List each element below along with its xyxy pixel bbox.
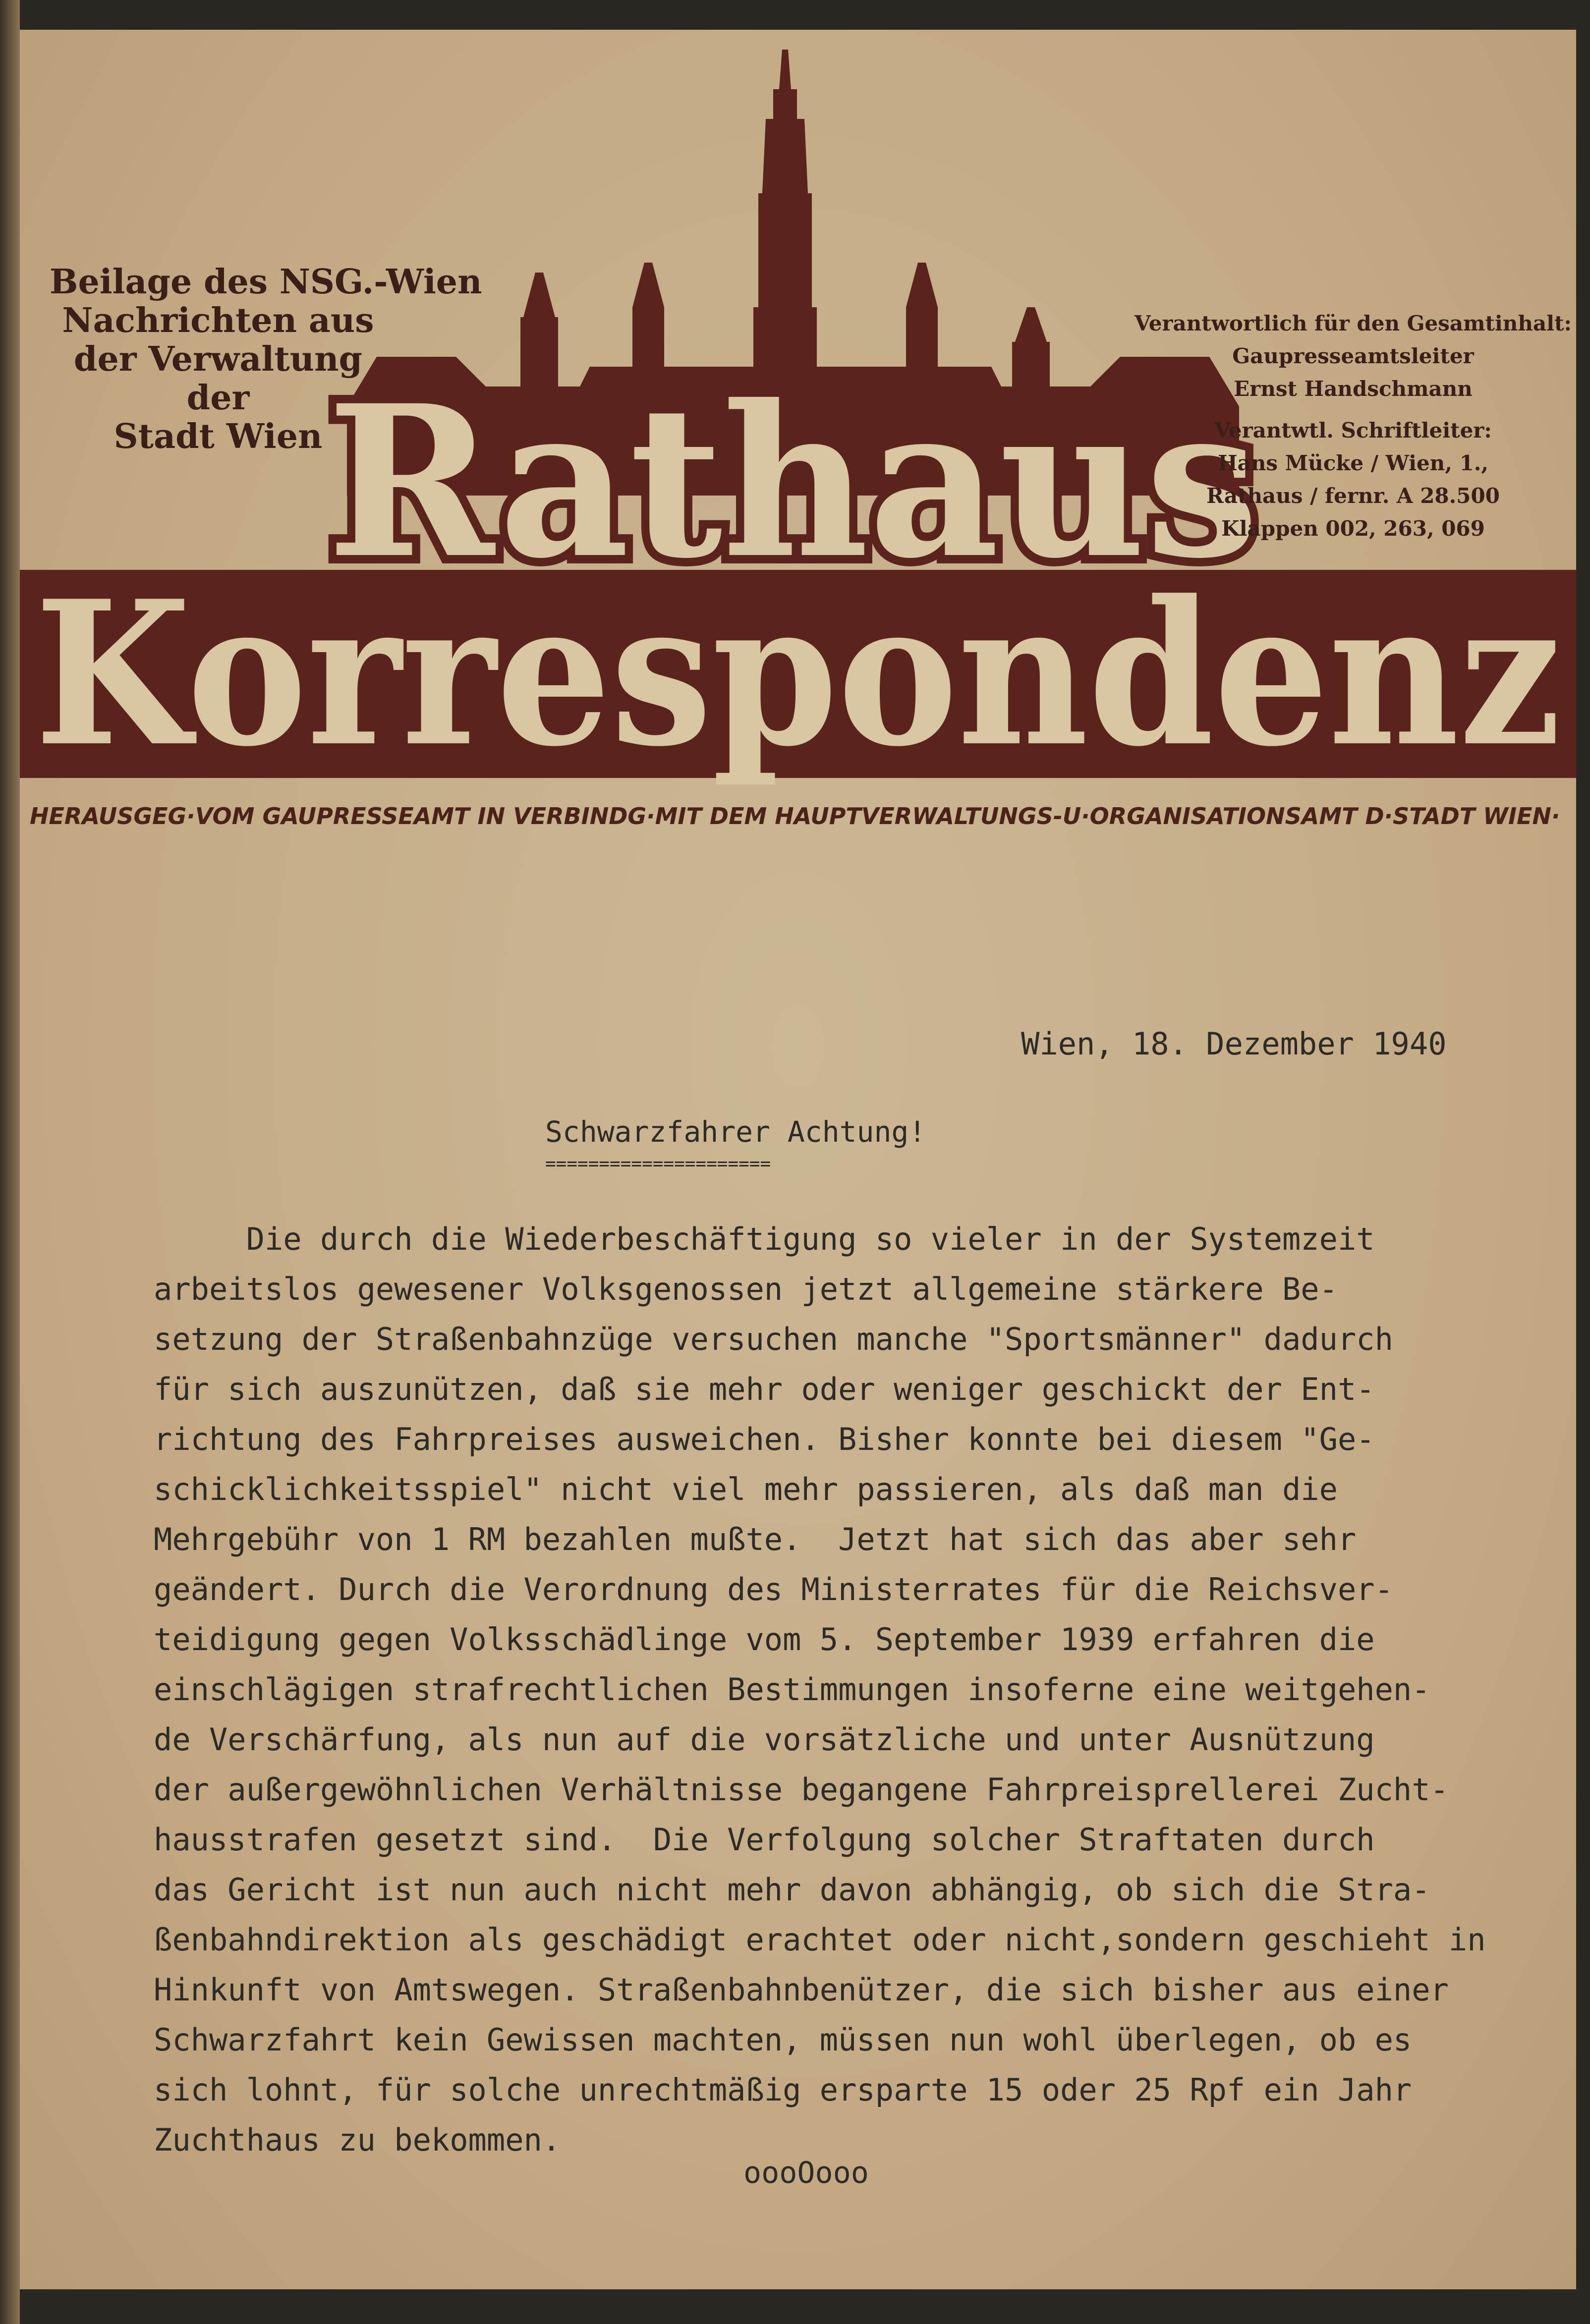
closing-mark: oooOooo [743, 2156, 869, 2190]
body-line: Schwarzfahrt kein Gewissen machten, müssen nun wohl überlegen, ob es [154, 2022, 1412, 2058]
body-line: arbeitslos gewesener Volksgenossen jetzt allgemeine stärkere Be- [154, 1271, 1338, 1307]
publisher-line: HERAUSGEG·VOM GAUPRESSEAMT IN VERBINDG·MIT DEM HAUPTVERWALTUNGS-U·ORGANISATIONSAMT D·STADT WIEN· [30, 803, 1560, 830]
article-title: Schwarzfahrer Achtung! [545, 1115, 926, 1149]
body-line: der außergewöhnlichen Verhältnisse begangene Fahrpreisprellerei Zucht- [154, 1771, 1449, 1808]
header-right-line: Rathaus / fernr. A 28.500 [1206, 484, 1500, 508]
book-spine-edge [0, 0, 20, 2324]
title-underline: ===================== [545, 1154, 771, 1174]
article-body [154, 1214, 1576, 2165]
header-right-line: Verantwtl. Schriftleiter: [1214, 418, 1492, 443]
header-left-line: der [186, 378, 250, 418]
body-line: für sich auszunützen, daß sie mehr oder weniger geschickt der Ent- [154, 1371, 1375, 1407]
body-line: einschlägigen strafrechtlichen Bestimmungen insoferne eine weitgehen- [154, 1671, 1430, 1708]
header-right-line: Hans Mücke / Wien, 1., [1217, 451, 1489, 475]
header-right-line: Ernst Handschmann [1234, 377, 1473, 401]
header-left-block [50, 262, 482, 456]
body-line: teidigung gegen Volksschädlinge vom 5. September 1939 erfahren die [154, 1621, 1375, 1658]
body-line: geändert. Durch die Verordnung des Ministerrates für die Reichsver- [154, 1571, 1393, 1607]
body-line: Hinkunft von Amtswegen. Straßenbahnbenützer, die sich bisher aus einer [154, 1972, 1449, 2008]
body-line: de Verschärfung, als nun auf die vorsätzliche und unter Ausnützung [154, 1721, 1375, 1758]
header-left-line: Nachrichten aus [62, 301, 374, 340]
header-right-line: Klappen 002, 263, 069 [1221, 516, 1485, 541]
body-line: richtung des Fahrpreises ausweichen. Bisher konnte bei diesem "Ge- [154, 1421, 1375, 1457]
header-left-line: Stadt Wien [114, 417, 323, 456]
header-left-line: Beilage des NSG.-Wien [50, 262, 482, 302]
newspaper-page [20, 30, 1576, 2289]
body-line: Mehrgebühr von 1 RM bezahlen mußte. Jetzt hat sich das aber sehr [154, 1521, 1357, 1557]
body-line: sich lohnt, für solche unrechtmäßig ersparte 15 oder 25 Rpf ein Jahr [154, 2072, 1412, 2108]
body-line: das Gericht ist nun auch nicht mehr davon abhängig, ob sich die Stra- [154, 1872, 1430, 1908]
masthead-title-line2: Korrespondenz [35, 557, 1561, 790]
masthead-title-line1: Rathaus [327, 360, 1259, 605]
header-right-block [1130, 307, 1576, 545]
header-right-line: Verantwortlich für den Gesamtinhalt: [1134, 311, 1572, 335]
body-line: Zuchthaus zu bekommen. [154, 2122, 561, 2158]
header-right-line: Gaupresseamtsleiter [1232, 344, 1474, 368]
body-line: setzung der Straßenbahnzüge versuchen manche "Sportsmänner" dadurch [154, 1321, 1393, 1357]
body-line: hausstrafen gesetzt sind. Die Verfolgung solcher Straftaten durch [154, 1822, 1375, 1858]
body-line: ßenbahndirektion als geschädigt erachtet oder nicht,sondern geschieht in [154, 1922, 1486, 1958]
dateline: Wien, 18. Dezember 1940 [1021, 1026, 1447, 1062]
body-line: schicklichkeitsspiel" nicht viel mehr passieren, als daß man die [154, 1471, 1338, 1507]
header-left-line: der Verwaltung [73, 339, 363, 379]
body-line: Die durch die Wiederbeschäftigung so vieler in der Systemzeit [154, 1221, 1375, 1257]
